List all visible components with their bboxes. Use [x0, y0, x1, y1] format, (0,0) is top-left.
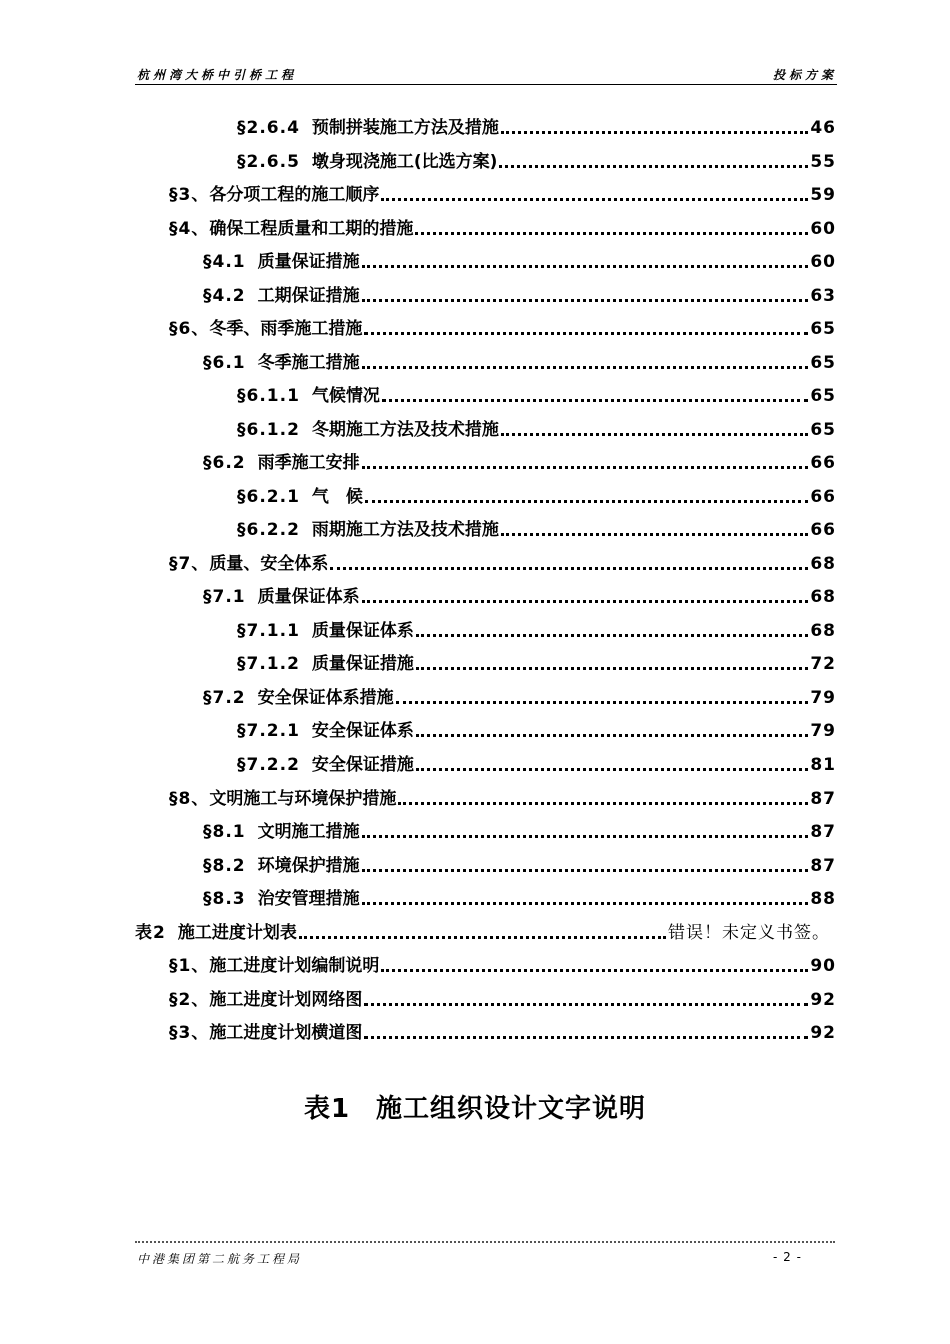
toc-entry[interactable] — [237, 381, 836, 407]
toc-leader-dots — [299, 932, 666, 939]
toc-entry-title: 安全保证措施 — [311, 755, 414, 775]
toc-leader-dots — [362, 898, 809, 905]
toc-entry-number: §6.1.2 — [237, 420, 300, 440]
header-project-name: 杭州湾大桥中引桥工程 — [137, 68, 298, 82]
toc-entry[interactable] — [237, 616, 836, 642]
toc-leader-dots — [415, 228, 808, 235]
toc-entry-page: 65 — [810, 353, 836, 373]
toc-entry-number: §2.6.5 — [237, 152, 300, 172]
toc-entry-page: 66 — [810, 487, 836, 507]
toc-entry-page: 60 — [810, 252, 836, 272]
toc-leader-dots — [381, 194, 808, 201]
toc-entry-number: §6、 — [169, 319, 210, 339]
toc-entry-number: §7.1.2 — [237, 654, 300, 674]
toc-leader-dots — [364, 999, 808, 1006]
footer-page-number: - 2 - — [773, 1250, 802, 1264]
toc-entry[interactable] — [237, 113, 836, 139]
toc-entry-page: 63 — [810, 286, 836, 306]
page-footer — [135, 1250, 835, 1270]
toc-entry-title: 预制拼装施工方法及措施 — [311, 118, 499, 138]
toc-entry-title: 施工进度计划表 — [177, 923, 297, 943]
section-heading — [0, 1088, 950, 1125]
toc-entry-title: 冬季施工措施 — [257, 353, 360, 373]
toc-entry-number: §7.2.1 — [237, 721, 300, 741]
toc-entry-title: 质量保证措施 — [257, 252, 360, 272]
toc-entry-number: §6.2.1 — [237, 487, 300, 507]
toc-entry-title: 质量保证措施 — [311, 654, 414, 674]
toc-entry-page: 60 — [810, 219, 836, 239]
toc-leader-dots — [362, 462, 809, 469]
section-heading-title: 施工组织设计文字说明 — [376, 1094, 647, 1124]
toc-entry-page: 79 — [810, 688, 836, 708]
toc-entry-title: 质量保证体系 — [311, 621, 414, 641]
toc-leader-dots — [398, 798, 808, 805]
toc-entry-title: 质量、安全体系 — [209, 554, 329, 574]
toc-entry-title: 确保工程质量和工期的措施 — [209, 219, 414, 239]
toc-entry[interactable] — [203, 448, 836, 474]
toc-entry[interactable] — [237, 649, 836, 675]
toc-entry-number: §4.2 — [203, 286, 246, 306]
toc-entry[interactable] — [169, 784, 836, 810]
toc-entry-page: 59 — [810, 185, 836, 205]
toc-entry-title: 气 候 — [311, 487, 363, 507]
toc-leader-dots — [416, 730, 808, 737]
toc-entry-page: 90 — [810, 956, 836, 976]
toc-entry[interactable] — [237, 415, 836, 441]
toc-entry[interactable] — [203, 348, 836, 374]
toc-entry-title: 雨季施工安排 — [257, 453, 360, 473]
toc-leader-dots — [362, 261, 809, 268]
toc-entry-title: 文明施工措施 — [257, 822, 360, 842]
toc-entry[interactable] — [237, 750, 836, 776]
toc-entry-number: §8.1 — [203, 822, 246, 842]
toc-entry[interactable] — [237, 716, 836, 742]
toc-entry-title: 冬期施工方法及技术措施 — [311, 420, 499, 440]
toc-entry-title: 工期保证措施 — [257, 286, 360, 306]
toc-entry[interactable] — [203, 247, 836, 273]
toc-entry-page: 55 — [810, 152, 836, 172]
toc-entry[interactable] — [169, 180, 836, 206]
toc-entry[interactable] — [237, 147, 836, 173]
toc-leader-dots — [499, 161, 808, 168]
toc-leader-dots — [362, 865, 809, 872]
toc-entry-page: 87 — [810, 856, 836, 876]
toc-leader-dots — [382, 395, 808, 402]
toc-entry-number: §6.1.1 — [237, 386, 300, 406]
toc-leader-dots — [364, 1032, 808, 1039]
toc-entry-page: 66 — [810, 453, 836, 473]
toc-leader-dots — [362, 596, 809, 603]
toc-entry[interactable] — [169, 314, 836, 340]
toc-entry-title: 雨期施工方法及技术措施 — [311, 520, 499, 540]
toc-entry[interactable] — [169, 985, 836, 1011]
toc-leader-dots — [501, 529, 808, 536]
toc-entry-title: 文明施工与环境保护措施 — [209, 789, 397, 809]
toc-entry-number: §6.2.2 — [237, 520, 300, 540]
toc-entry[interactable] — [203, 851, 836, 877]
toc-entry-page: 65 — [810, 420, 836, 440]
toc-entry[interactable] — [135, 918, 830, 944]
toc-entry-page: 92 — [810, 990, 836, 1010]
toc-entry-page: 72 — [810, 654, 836, 674]
section-heading-number: 表1 — [303, 1094, 351, 1124]
toc-entry-number: §2.6.4 — [237, 118, 300, 138]
toc-entry-number: §7、 — [169, 554, 210, 574]
toc-entry[interactable] — [203, 817, 836, 843]
toc-leader-dots — [362, 831, 809, 838]
toc-entry-title: 环境保护措施 — [257, 856, 360, 876]
toc-entry[interactable] — [169, 549, 836, 575]
toc-leader-dots — [330, 563, 808, 570]
footer-company: 中港集团第二航务工程局 — [137, 1252, 303, 1266]
toc-entry-number: §8.3 — [203, 889, 246, 909]
toc-entry-page: 68 — [810, 587, 836, 607]
toc-entry-title: 施工进度计划网络图 — [209, 990, 363, 1010]
toc-entry-number: §7.1 — [203, 587, 246, 607]
toc-entry[interactable] — [237, 515, 836, 541]
toc-entry-number: 表2 — [135, 923, 166, 943]
toc-entry-title: 施工进度计划编制说明 — [209, 956, 380, 976]
toc-leader-dots — [396, 697, 809, 704]
toc-entry[interactable] — [203, 582, 836, 608]
toc-entry-number: §3、 — [169, 1023, 210, 1043]
toc-entry[interactable] — [203, 683, 836, 709]
toc-entry-title: 安全保证体系措施 — [257, 688, 394, 708]
toc-entry[interactable] — [169, 1018, 836, 1044]
toc-entry-page: 46 — [810, 118, 836, 138]
toc-entry-title: 冬季、雨季施工措施 — [209, 319, 363, 339]
toc-entry-number: §1、 — [169, 956, 210, 976]
toc-entry[interactable] — [169, 951, 836, 977]
toc-entry-page: 87 — [810, 789, 836, 809]
toc-entry-page: 81 — [810, 755, 836, 775]
toc-leader-dots — [416, 663, 808, 670]
toc-entry-title: 各分项工程的施工顺序 — [209, 185, 380, 205]
toc-entry-page: 68 — [810, 621, 836, 641]
toc-entry-number: §7.2.2 — [237, 755, 300, 775]
toc-entry[interactable] — [203, 884, 836, 910]
toc-entry-page: 68 — [810, 554, 836, 574]
footer-divider — [135, 1241, 835, 1243]
header-doc-type: 投标方案 — [772, 68, 837, 82]
toc-leader-dots — [362, 362, 809, 369]
toc-entry-number: §6.2 — [203, 453, 246, 473]
toc-entry-number: §2、 — [169, 990, 210, 1010]
toc-leader-dots — [501, 127, 808, 134]
toc-entry-page: 87 — [810, 822, 836, 842]
toc-entry-page: 65 — [810, 386, 836, 406]
toc-entry-number: §4.1 — [203, 252, 246, 272]
toc-leader-dots — [364, 328, 808, 335]
toc-entry-number: §7.1.1 — [237, 621, 300, 641]
toc-entry-title: 安全保证体系 — [311, 721, 414, 741]
toc-leader-dots — [362, 295, 809, 302]
toc-entry-page: 92 — [810, 1023, 836, 1043]
toc-entry-page: 79 — [810, 721, 836, 741]
toc-entry-number: §6.1 — [203, 353, 246, 373]
toc-entry-title: 质量保证体系 — [257, 587, 360, 607]
toc-entry-page: 65 — [810, 319, 836, 339]
toc-entry-page: 66 — [810, 520, 836, 540]
page-header — [135, 62, 837, 85]
toc-entry[interactable] — [203, 281, 836, 307]
toc-leader-dots — [365, 496, 808, 503]
toc-entry-title: 治安管理措施 — [257, 889, 360, 909]
toc-entry-number: §7.2 — [203, 688, 246, 708]
toc-leader-dots — [416, 630, 808, 637]
toc-entry-page-error: 错误！未定义书签。 — [668, 923, 830, 943]
toc-entry[interactable] — [169, 214, 836, 240]
toc-leader-dots — [501, 429, 808, 436]
toc-leader-dots — [381, 965, 808, 972]
toc-entry[interactable] — [237, 482, 836, 508]
toc-entry-number: §8.2 — [203, 856, 246, 876]
toc-entry-title: 施工进度计划横道图 — [209, 1023, 363, 1043]
toc-entry-number: §3、 — [169, 185, 210, 205]
toc-leader-dots — [416, 764, 808, 771]
toc-entry-page: 88 — [810, 889, 836, 909]
toc-entry-number: §8、 — [169, 789, 210, 809]
toc-entry-number: §4、 — [169, 219, 210, 239]
toc-entry-title: 墩身现浇施工(比选方案) — [311, 152, 498, 172]
toc-entry-title: 气候情况 — [311, 386, 380, 406]
